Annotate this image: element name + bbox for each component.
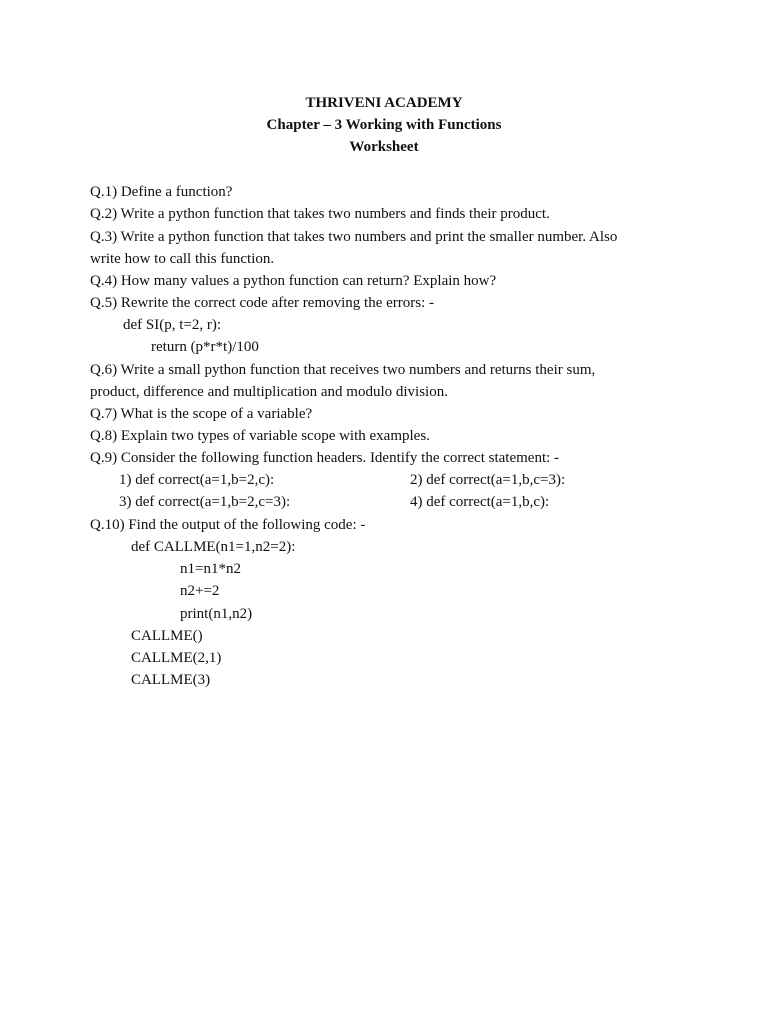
question-5-code-line-1: def SI(p, t=2, r): [123,317,222,333]
question-10-code-line-6: CALLME(2,1) [131,650,222,666]
question-9: Q.9) Consider the following function headers. Identify the correct statement: - [90,450,560,466]
question-9-option-3: 3) def correct(a=1,b=2,c=3): [119,494,291,510]
question-3-line-1: Q.3) Write a python function that takes two numbers and print the smaller number. Also [90,229,618,245]
question-6-line-1: Q.6) Write a small python function that receives two numbers and returns their sum, [90,362,596,378]
question-3-line-2: write how to call this function. [90,251,275,267]
question-10-code-line-2: n1=n1*n2 [180,561,241,577]
question-10-code-line-5: CALLME() [131,628,203,644]
document-type: Worksheet [349,139,419,155]
question-9-option-1: 1) def correct(a=1,b=2,c): [119,472,275,488]
question-10-code-line-7: CALLME(3) [131,672,211,688]
school-title: THRIVENI ACADEMY [305,95,463,111]
question-1: Q.1) Define a function? [90,184,233,200]
question-10-code-line-1: def CALLME(n1=1,n2=2): [131,539,296,555]
question-6-line-2: product, difference and multiplication and modulo division. [90,384,448,400]
question-5-code-line-2: return (p*r*t)/100 [151,339,259,355]
question-9-option-2: 2) def correct(a=1,b,c=3): [410,472,566,488]
question-5: Q.5) Rewrite the correct code after removing the errors: - [90,295,435,311]
question-4: Q.4) How many values a python function can return? Explain how? [90,273,497,289]
question-7: Q.7) What is the scope of a variable? [90,406,313,422]
question-10-code-line-4: print(n1,n2) [180,606,253,622]
question-2: Q.2) Write a python function that takes two numbers and finds their product. [90,206,550,222]
question-8: Q.8) Explain two types of variable scope with examples. [90,428,430,444]
question-10: Q.10) Find the output of the following code: - [90,517,366,533]
chapter-title: Chapter – 3 Working with Functions [266,117,502,133]
question-10-code-line-3: n2+=2 [180,583,220,599]
question-9-option-4: 4) def correct(a=1,b,c): [410,494,550,510]
